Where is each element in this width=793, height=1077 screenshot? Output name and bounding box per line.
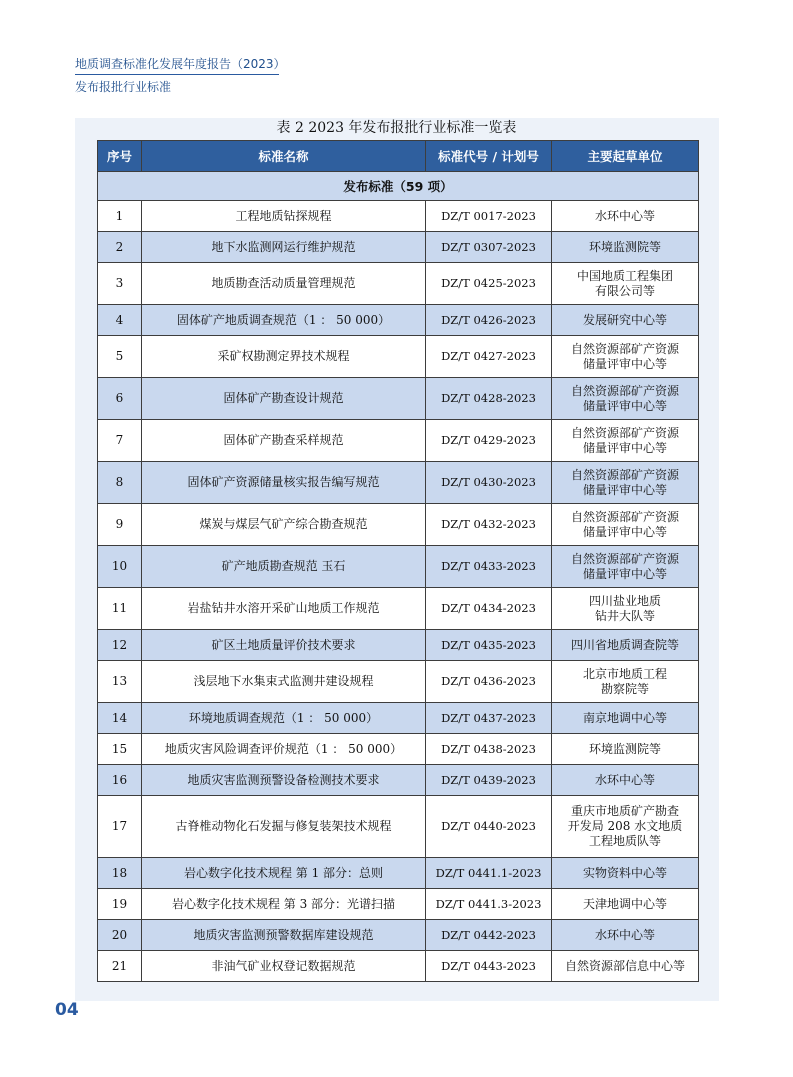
- standard-name: 地下水监测网运行维护规范: [142, 232, 426, 263]
- table-row: [98, 588, 699, 630]
- row-number: 1: [98, 201, 142, 232]
- table-row: [98, 796, 699, 858]
- table-row: [98, 765, 699, 796]
- standard-code: DZ/T 0439-2023: [426, 765, 552, 796]
- drafting-unit-line: 水环中心等: [594, 772, 655, 787]
- drafting-unit-line: 开发局 208 水文地质: [567, 819, 683, 833]
- row-number: 20: [98, 920, 142, 951]
- standard-name: 矿产地质勘查规范 玉石: [142, 546, 426, 588]
- standard-name: 地质灾害风险调查评价规范（1 ： 50 000）: [142, 734, 426, 765]
- standard-name: 采矿权勘测定界技术规程: [142, 336, 426, 378]
- row-number: 7: [98, 420, 142, 462]
- table-header-row: [98, 141, 699, 172]
- row-number: 2: [98, 232, 142, 263]
- standard-name: 浅层地下水集束式监测井建设规程: [142, 661, 426, 703]
- standard-name: 非油气矿业权登记数据规范: [142, 951, 426, 982]
- drafting-unit-line: 环境监测院等: [588, 239, 661, 254]
- drafting-unit: [552, 734, 699, 765]
- drafting-unit: [552, 546, 699, 588]
- standard-name: 固体矿产资源储量核实报告编写规范: [142, 462, 426, 504]
- drafting-unit-line: 工程地质队等: [588, 834, 661, 848]
- drafting-unit: [552, 232, 699, 263]
- table-row: [98, 661, 699, 703]
- standard-name: 岩心数字化技术规程 第 3 部分：光谱扫描: [142, 889, 426, 920]
- drafting-unit-line: 自然资源部矿产资源: [570, 509, 679, 524]
- drafting-unit-line: 勘察院等: [600, 681, 649, 696]
- table-row: [98, 504, 699, 546]
- drafting-unit-line: 钻井大队等: [594, 608, 655, 623]
- standard-code: DZ/T 0435-2023: [426, 630, 552, 661]
- standard-code: DZ/T 0427-2023: [426, 336, 552, 378]
- drafting-unit-line: 自然资源部矿产资源: [570, 551, 679, 566]
- drafting-unit-line: 环境监测院等: [588, 741, 661, 756]
- standard-code: DZ/T 0430-2023: [426, 462, 552, 504]
- row-number: 21: [98, 951, 142, 982]
- table-row: [98, 378, 699, 420]
- drafting-unit: [552, 504, 699, 546]
- row-number: 11: [98, 588, 142, 630]
- drafting-unit-line: 北京市地质工程: [582, 666, 667, 681]
- table-title: 表 2 2023 年发布报批行业标准一览表: [276, 120, 517, 136]
- standard-code: DZ/T 0434-2023: [426, 588, 552, 630]
- table-row: [98, 546, 699, 588]
- table-row: [98, 734, 699, 765]
- drafting-unit: [552, 920, 699, 951]
- drafting-unit: [552, 336, 699, 378]
- standard-code: DZ/T 0442-2023: [426, 920, 552, 951]
- standard-code: DZ/T 0433-2023: [426, 546, 552, 588]
- table-row: [98, 420, 699, 462]
- standard-code: DZ/T 0426-2023: [426, 305, 552, 336]
- drafting-unit-line: 天津地调中心等: [582, 896, 667, 911]
- standard-name: 地质勘查活动质量管理规范: [142, 263, 426, 305]
- drafting-unit-line: 储量评审中心等: [582, 566, 667, 581]
- drafting-unit-line: 有限公司等: [594, 283, 655, 298]
- standard-name: 工程地质钻探规程: [142, 201, 426, 232]
- drafting-unit: [552, 796, 699, 858]
- drafting-unit: [552, 703, 699, 734]
- table-row: [98, 201, 699, 232]
- standard-code: DZ/T 0440-2023: [426, 796, 552, 858]
- table-row: [98, 462, 699, 504]
- row-number: 18: [98, 858, 142, 889]
- running-header: [75, 56, 286, 95]
- table-row: [98, 263, 699, 305]
- standard-name: 岩心数字化技术规程 第 1 部分：总则: [142, 858, 426, 889]
- row-number: 8: [98, 462, 142, 504]
- drafting-unit: [552, 305, 699, 336]
- column-header-name: 标准名称: [142, 141, 426, 172]
- drafting-unit: [552, 951, 699, 982]
- drafting-unit: [552, 661, 699, 703]
- standard-name: 矿区土地质量评价技术要求: [142, 630, 426, 661]
- drafting-unit-line: 储量评审中心等: [582, 356, 667, 371]
- standard-code: DZ/T 0437-2023: [426, 703, 552, 734]
- standard-name: 煤炭与煤层气矿产综合勘查规范: [142, 504, 426, 546]
- drafting-unit-line: 储量评审中心等: [582, 398, 667, 413]
- row-number: 5: [98, 336, 142, 378]
- drafting-unit: [552, 378, 699, 420]
- row-number: 15: [98, 734, 142, 765]
- row-number: 4: [98, 305, 142, 336]
- row-number: 3: [98, 263, 142, 305]
- drafting-unit-line: 水环中心等: [594, 208, 655, 223]
- table-row: [98, 951, 699, 982]
- row-number: 9: [98, 504, 142, 546]
- standard-code: DZ/T 0307-2023: [426, 232, 552, 263]
- drafting-unit: [552, 858, 699, 889]
- page-number: 04: [55, 1000, 79, 1020]
- row-number: 12: [98, 630, 142, 661]
- drafting-unit-line: 中国地质工程集团: [576, 268, 673, 283]
- standard-code: DZ/T 0443-2023: [426, 951, 552, 982]
- drafting-unit-line: 自然资源部矿产资源: [570, 341, 679, 356]
- section-label: 发布标准（59 项）: [98, 172, 699, 201]
- standard-code: DZ/T 0441.1-2023: [426, 858, 552, 889]
- drafting-unit-line: 四川盐业地质: [588, 593, 661, 608]
- standard-code: DZ/T 0428-2023: [426, 378, 552, 420]
- standard-code: DZ/T 0432-2023: [426, 504, 552, 546]
- drafting-unit: [552, 263, 699, 305]
- standard-code: DZ/T 0425-2023: [426, 263, 552, 305]
- drafting-unit: [552, 420, 699, 462]
- table-row: [98, 889, 699, 920]
- drafting-unit-line: 自然资源部矿产资源: [570, 467, 679, 482]
- drafting-unit-line: 自然资源部矿产资源: [570, 425, 679, 440]
- row-number: 19: [98, 889, 142, 920]
- drafting-unit: [552, 889, 699, 920]
- standard-name: 地质灾害监测预警设备检测技术要求: [142, 765, 426, 796]
- drafting-unit-line: 自然资源部信息中心等: [564, 958, 685, 973]
- row-number: 6: [98, 378, 142, 420]
- standard-name: 古脊椎动物化石发掘与修复装架技术规程: [142, 796, 426, 858]
- standard-code: DZ/T 0441.3-2023: [426, 889, 552, 920]
- table-row: [98, 858, 699, 889]
- column-header-code: 标准代号 / 计划号: [426, 141, 552, 172]
- drafting-unit: [552, 588, 699, 630]
- row-number: 14: [98, 703, 142, 734]
- column-header-no: 序号: [98, 141, 142, 172]
- table-row: [98, 920, 699, 951]
- standard-name: 固体矿产勘查采样规范: [142, 420, 426, 462]
- standard-code: DZ/T 0436-2023: [426, 661, 552, 703]
- drafting-unit: [552, 462, 699, 504]
- drafting-unit-line: 储量评审中心等: [582, 440, 667, 455]
- column-header-org: 主要起草单位: [552, 141, 699, 172]
- standard-code: DZ/T 0017-2023: [426, 201, 552, 232]
- table-row: [98, 336, 699, 378]
- table-row: [98, 703, 699, 734]
- drafting-unit-line: 自然资源部矿产资源: [570, 383, 679, 398]
- table-row: [98, 630, 699, 661]
- standard-name: 环境地质调查规范（1 ： 50 000）: [142, 703, 426, 734]
- drafting-unit-line: 重庆市地质矿产勘查: [570, 804, 679, 818]
- row-number: 10: [98, 546, 142, 588]
- standard-code: DZ/T 0429-2023: [426, 420, 552, 462]
- drafting-unit-line: 水环中心等: [594, 927, 655, 942]
- drafting-unit-line: 储量评审中心等: [582, 524, 667, 539]
- drafting-unit: [552, 201, 699, 232]
- drafting-unit-line: 储量评审中心等: [582, 482, 667, 497]
- drafting-unit-line: 四川省地质调查院等: [570, 637, 679, 652]
- table-row: [98, 232, 699, 263]
- section-subtitle: 发布报批行业标准: [75, 80, 172, 94]
- drafting-unit-line: 南京地调中心等: [582, 710, 667, 725]
- drafting-unit: [552, 630, 699, 661]
- standard-name: 固体矿产勘查设计规范: [142, 378, 426, 420]
- row-number: 13: [98, 661, 142, 703]
- standard-code: DZ/T 0438-2023: [426, 734, 552, 765]
- standards-table: [97, 140, 699, 982]
- table-row: [98, 305, 699, 336]
- drafting-unit-line: 发展研究中心等: [582, 312, 667, 327]
- row-number: 17: [98, 796, 142, 858]
- section-row: [98, 172, 699, 201]
- standard-name: 岩盐钻井水溶开采矿山地质工作规范: [142, 588, 426, 630]
- drafting-unit: [552, 765, 699, 796]
- standard-name: 固体矿产地质调查规范（1 ： 50 000）: [142, 305, 426, 336]
- drafting-unit-line: 实物资料中心等: [582, 865, 667, 880]
- row-number: 16: [98, 765, 142, 796]
- report-title: 地质调查标准化发展年度报告（2023）: [75, 56, 279, 75]
- standard-name: 地质灾害监测预警数据库建设规范: [142, 920, 426, 951]
